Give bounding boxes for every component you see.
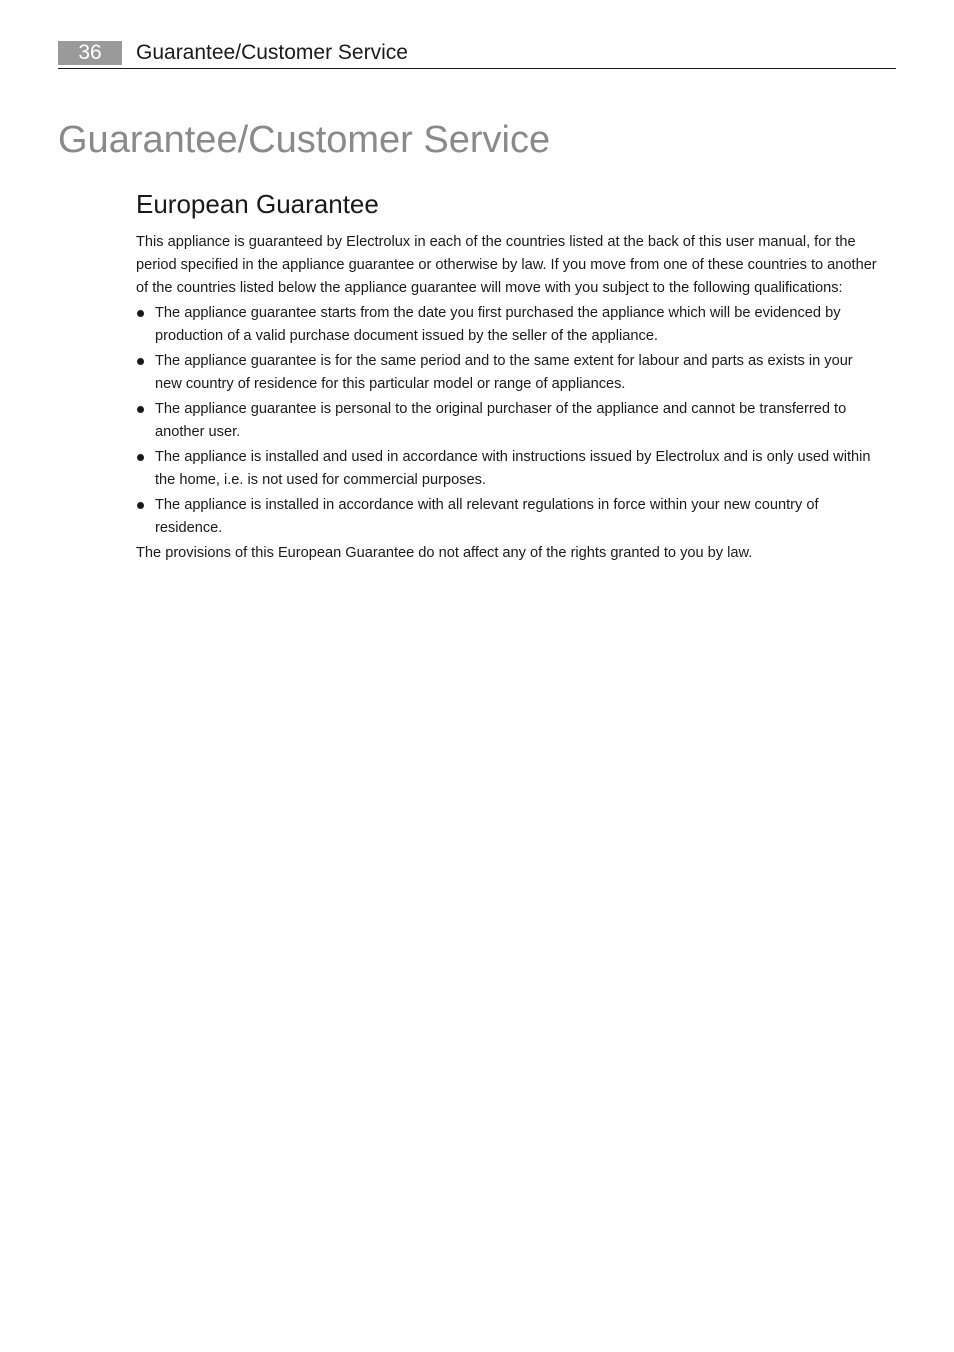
bullet-icon (137, 358, 144, 365)
list-item-text: The appliance guarantee starts from the date you first purchased the appliance which will be evidenced by production of a valid purchase document issued by the seller of the appliance. (155, 305, 841, 344)
section-title: European Guarantee (136, 189, 379, 219)
list-item-text: The appliance guarantee is for the same period and to the same extent for labour and parts as exists in your new country of residence for this particular model or range of appliances. (155, 353, 853, 392)
list-item (136, 350, 882, 396)
list-item (136, 302, 882, 348)
header-section-title: Guarantee/Customer Service (136, 41, 408, 64)
bullet-icon (137, 502, 144, 509)
list-item (136, 446, 882, 492)
list-item-text: The appliance is installed in accordance with all relevant regulations in force within your new country of residence. (155, 497, 819, 536)
bullet-icon (137, 310, 144, 317)
closing-paragraph: The provisions of this European Guarantee do not affect any of the rights granted to you by law. (136, 545, 753, 561)
list-item (136, 494, 882, 540)
page-header (58, 40, 896, 69)
page-number: 36 (58, 41, 122, 65)
qualifications-list (136, 302, 882, 540)
list-item (136, 398, 882, 444)
bullet-icon (137, 406, 144, 413)
page-title: Guarantee/Customer Service (58, 119, 551, 161)
intro-paragraph: This appliance is guaranteed by Electrolux in each of the countries listed at the back of this user manual, for the period specified in the appliance guarantee or otherwise by law. If you move from one of these countries to another of the countries listed below the appliance guarantee will move with you subject to the following qualifications: (136, 234, 877, 296)
bullet-icon (137, 454, 144, 461)
section-body (136, 231, 882, 565)
list-item-text: The appliance is installed and used in accordance with instructions issued by Electrolux and is only used within the home, i.e. is not used for commercial purposes. (155, 449, 871, 488)
list-item-text: The appliance guarantee is personal to the original purchaser of the appliance and cannot be transferred to another user. (155, 401, 847, 440)
